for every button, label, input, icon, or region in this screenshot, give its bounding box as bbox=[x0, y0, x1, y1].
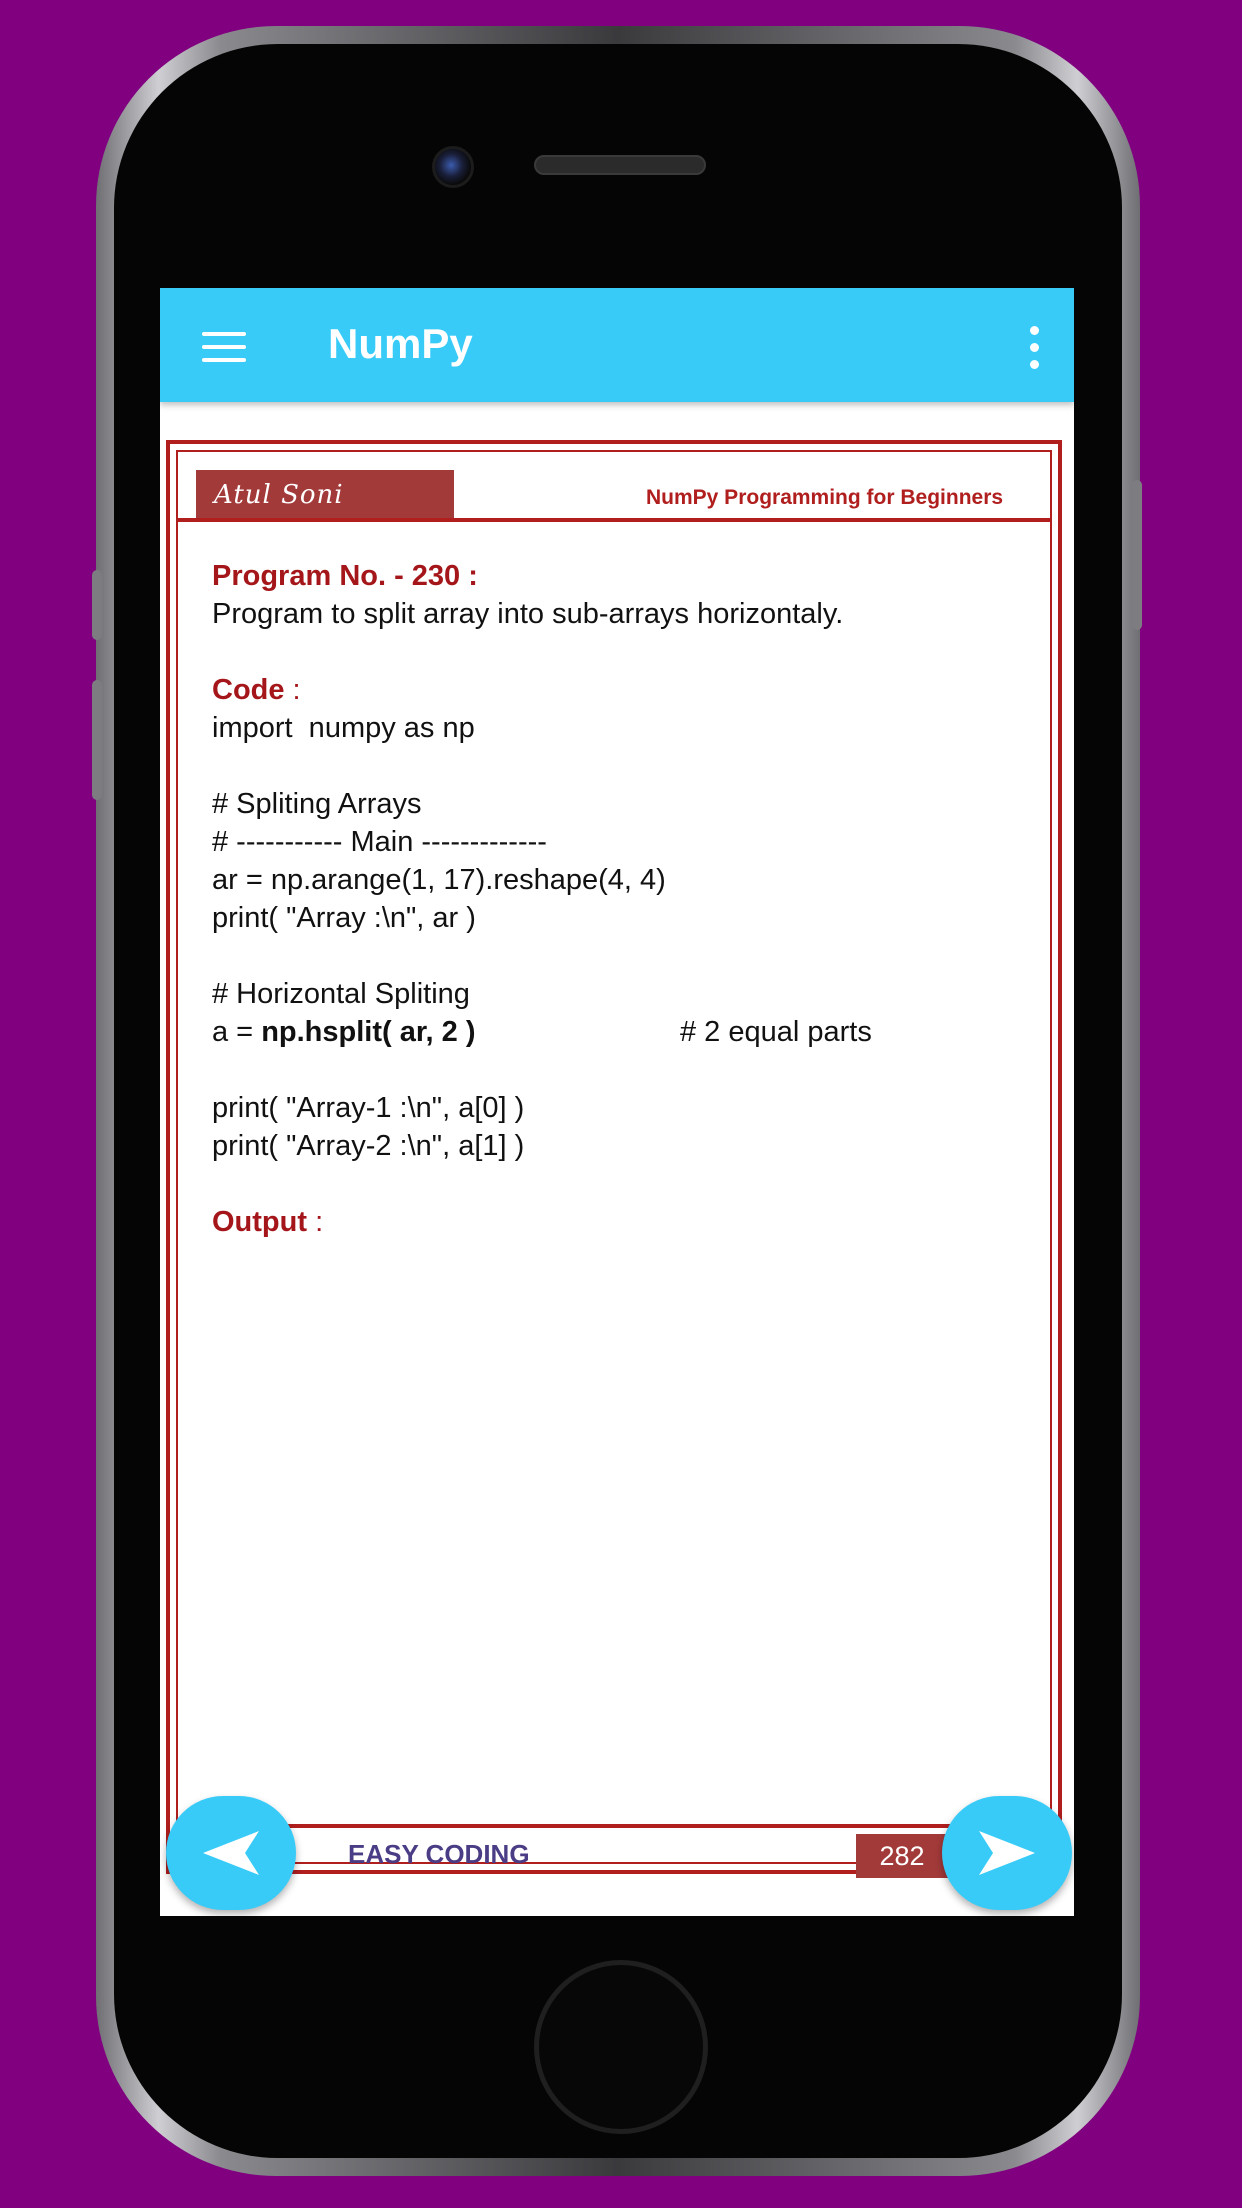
book-title: NumPy Programming for Beginners bbox=[646, 486, 1004, 509]
code-line: # ----------- Main ------------- bbox=[212, 826, 547, 858]
code-line: # Horizontal Spliting bbox=[212, 978, 470, 1010]
earpiece-speaker bbox=[534, 155, 706, 175]
header-divider bbox=[178, 518, 1050, 522]
screen bbox=[160, 288, 1074, 1916]
code-comment: # 2 equal parts bbox=[680, 1016, 872, 1048]
code-line-hsplit bbox=[212, 1013, 1032, 1051]
program-heading: Program No. - 230 : bbox=[212, 560, 478, 592]
output-heading bbox=[212, 1203, 1032, 1241]
code-line: ar = np.arange(1, 17).reshape(4, 4) bbox=[212, 864, 666, 896]
page-number: 282 bbox=[856, 1834, 948, 1878]
front-camera bbox=[432, 146, 474, 188]
output-label: Output bbox=[212, 1206, 308, 1238]
program-description: Program to split array into sub-arrays horizontaly. bbox=[212, 598, 844, 630]
arrow-right-icon bbox=[977, 1823, 1037, 1883]
previous-page-button[interactable] bbox=[166, 1796, 296, 1910]
side-button bbox=[1132, 480, 1142, 630]
app-title: NumPy bbox=[328, 320, 473, 367]
code-line: print( "Array-1 :\n", a[0] ) bbox=[212, 1092, 525, 1124]
volume-button bbox=[92, 570, 102, 640]
code-line: import numpy as np bbox=[212, 712, 475, 744]
menu-icon[interactable] bbox=[202, 332, 246, 362]
code-line: print( "Array-2 :\n", a[1] ) bbox=[212, 1130, 525, 1162]
code-colon: : bbox=[284, 674, 301, 706]
code-line: print( "Array :\n", ar ) bbox=[212, 902, 476, 934]
more-vert-icon[interactable] bbox=[1024, 326, 1044, 370]
code-heading bbox=[212, 671, 1032, 709]
footer-divider bbox=[178, 1824, 1050, 1828]
arrow-left-icon bbox=[201, 1823, 261, 1883]
author-label: Atul Soni bbox=[196, 470, 454, 520]
volume-button bbox=[92, 680, 102, 800]
book-page bbox=[166, 440, 1062, 1874]
home-button[interactable] bbox=[534, 1960, 708, 2134]
next-page-button[interactable] bbox=[942, 1796, 1072, 1910]
app-bar bbox=[160, 288, 1074, 402]
footer-brand: EASY CODING bbox=[348, 1839, 530, 1869]
code-line: # Spliting Arrays bbox=[212, 788, 422, 820]
code-bold: np.hsplit( ar, 2 ) bbox=[261, 1016, 476, 1048]
page-border bbox=[176, 450, 1052, 1871]
code-prefix: a = bbox=[212, 1016, 262, 1048]
code-label: Code bbox=[212, 674, 285, 706]
output-colon: : bbox=[307, 1206, 324, 1238]
page-content bbox=[212, 557, 1032, 1241]
